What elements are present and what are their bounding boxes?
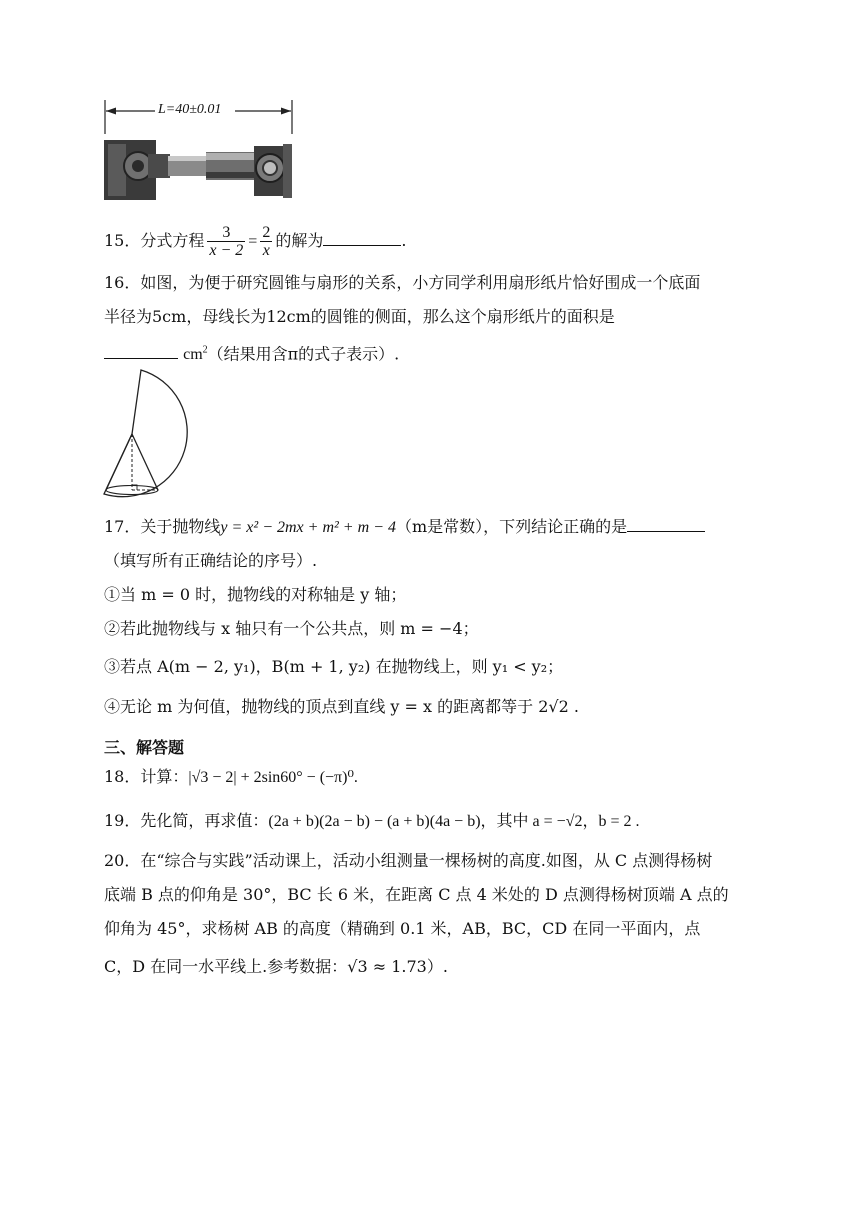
question-20-line-4: C，D 在同一水平线上.参考数据：√3 ≈ 1.73）. — [104, 957, 448, 976]
shaft-dimension-label: L=40±0.01 — [158, 102, 222, 117]
q17-line-1-b: （m是常数），下列结论正确的是 — [395, 517, 628, 536]
q17-option-3: ③若点 A(m − 2, y₁)，B(m + 1, y₂) 在抛物线上，则 y₁ < y₂； — [104, 657, 564, 676]
q19-text: 先化简，再求值：(2a + b)(2a − b) − (a + b)(4a − b)，其中 a = −√2，b = 2 . — [140, 813, 640, 830]
q17-line-1-a: 关于抛物线 — [140, 517, 221, 536]
q15-frac2-den: x — [260, 241, 272, 259]
q15-fraction-1 — [207, 224, 245, 259]
question-16-line-2: 半径为5cm，母线长为12cm的圆锥的侧面，那么这个扇形纸片的面积是 — [104, 307, 615, 326]
q16-unit — [183, 346, 208, 363]
cone-sector-figure — [98, 366, 208, 502]
q15-end: . — [401, 231, 407, 250]
q16-line-3-tail: （结果用含π的式子表示）. — [207, 344, 400, 364]
question-20-line-3: 仰角为 45°，求杨树 AB 的高度（精确到 0.1 米，AB，BC，CD 在同一平面内，点 — [104, 919, 701, 938]
question-16-line-3 — [104, 340, 399, 366]
question-20-line-1 — [104, 850, 712, 872]
question-20-line-2: 底端 B 点的仰角是 30°，BC 长 6 米，在距离 C 点 4 米处的 D 点测得杨树顶端 A 点的 — [104, 885, 729, 904]
question-16-line-1 — [104, 272, 700, 294]
q15-fraction-2 — [260, 224, 272, 259]
question-18 — [104, 766, 358, 789]
q20-number: 20． — [104, 851, 141, 870]
q16-number: 16． — [104, 273, 141, 292]
question-15 — [104, 222, 406, 261]
q16-unit-text: cm — [183, 346, 203, 364]
q15-number: 15． — [104, 231, 141, 250]
question-19 — [104, 810, 639, 833]
q19-number: 19． — [104, 811, 141, 830]
q15-frac1-den: x − 2 — [209, 242, 244, 259]
q18-text: 计算：|√3 − 2| + 2sin60° − (−π)⁰. — [140, 769, 358, 786]
q17-option-4: ④无论 m 为何值，抛物线的顶点到直线 y = x 的距离都等于 2√2 . — [104, 697, 579, 716]
q16-line-1: 如图，为便于研究圆锥与扇形的关系，小方同学利用扇形纸片恰好围成一个底面 — [140, 273, 701, 292]
shaft-figure — [100, 96, 300, 202]
q15-answer-blank — [323, 231, 401, 246]
q15-frac2-num: 2 — [262, 224, 271, 241]
question-17-line-1 — [104, 516, 705, 539]
q16-answer-blank — [104, 344, 178, 359]
q17-equation: y = x² − 2mx + m² + m − 4 — [220, 519, 396, 536]
q20-line-1: 在“综合与实践”活动课上，活动小组测量一棵杨树的高度.如图，从 C 点测得杨树 — [140, 851, 713, 870]
q15-equals: = — [248, 233, 258, 250]
q17-option-2: ②若此抛物线与 x 轴只有一个公共点，则 m = −4； — [104, 619, 479, 638]
q15-text-before: 分式方程 — [140, 231, 205, 250]
q16-unit-sup: 2 — [202, 345, 208, 356]
question-17-line-2: （填写所有正确结论的序号）. — [104, 551, 318, 570]
q17-answer-blank — [627, 517, 705, 532]
q15-text-after: 的解为 — [275, 231, 324, 250]
q17-option-1: ①当 m = 0 时，抛物线的对称轴是 y 轴； — [104, 585, 407, 604]
q15-frac1-num: 3 — [222, 224, 231, 241]
q18-number: 18． — [104, 767, 141, 786]
q17-number: 17． — [104, 517, 141, 536]
section-heading: 三、解答题 — [104, 738, 185, 757]
